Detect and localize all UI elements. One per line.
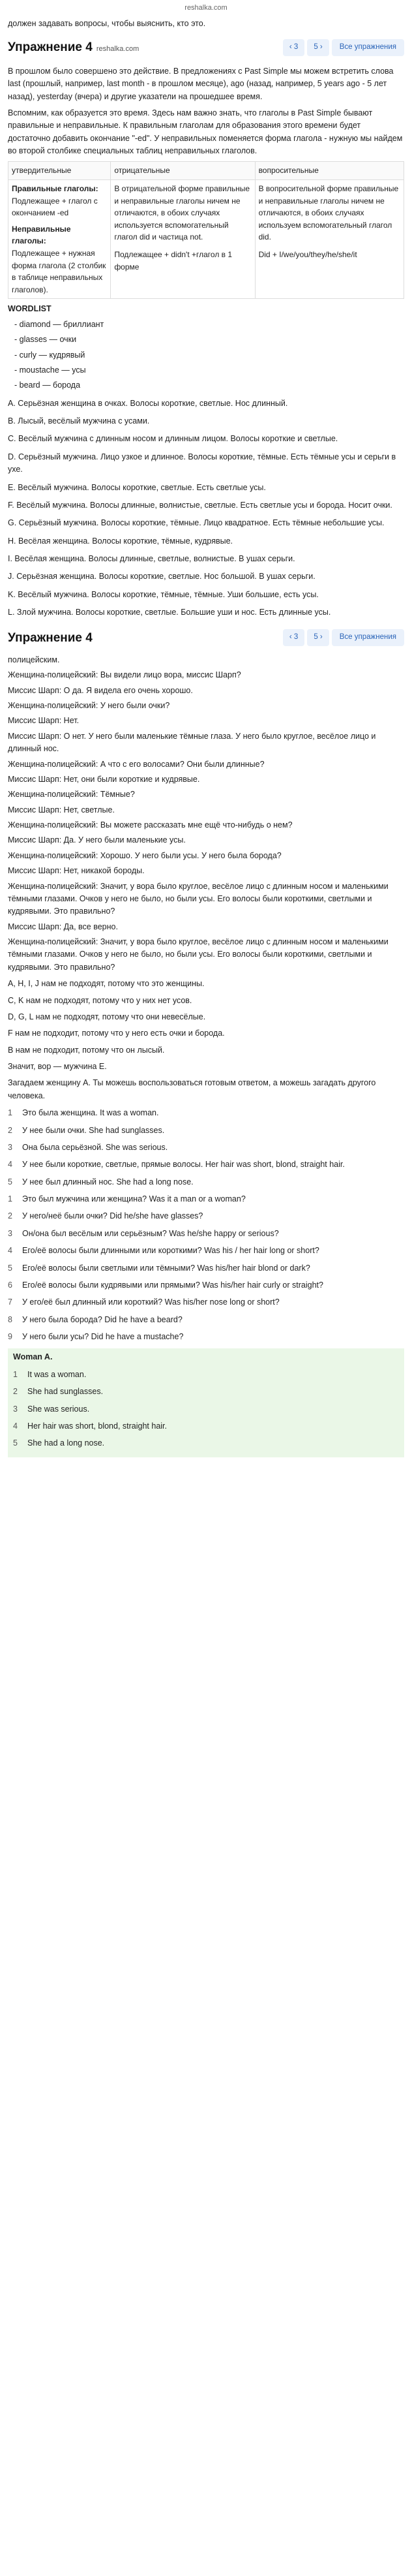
- table-cell: [8, 180, 111, 299]
- list-item: 3 She was serious.: [13, 1404, 90, 1414]
- exercise-title: Упражнение 4: [8, 630, 93, 645]
- list-item: 1 It was a woman.: [13, 1369, 87, 1379]
- dialogue-line: Миссис Шарп: Нет, они были короткие и кудрявые.: [8, 774, 200, 784]
- reasoning-line: Значит, вор — мужчина E.: [8, 1062, 107, 1072]
- exercise-nav: [283, 629, 404, 646]
- site-header[interactable]: reshalka.com: [184, 4, 228, 12]
- option-item: F. Весёлый мужчина. Волосы длинные, волнистые, светлые. Есть светлые усы и борода. Носит очки.: [8, 500, 392, 510]
- regular-verbs-label: Правильные глаголы:: [12, 184, 98, 194]
- dialogue-line: Женщина-полицейский: У него были очки?: [8, 701, 170, 711]
- regular-question: В вопросительной форме правильные и неправильные глаголы ничем не отличаются, в обоих случаях используем вспомогательный глагол did.: [258, 184, 399, 242]
- answer-block: [8, 1348, 404, 1457]
- prev-exercise-button[interactable]: ‹ 3: [283, 39, 304, 56]
- list-item: 4 Her hair was short, blond, straight hair.: [13, 1421, 167, 1431]
- list-item: 9 У него были усы? Did he have a mustache?: [8, 1332, 184, 1342]
- option-item: E. Весёлый мужчина. Волосы короткие, светлые. Есть светлые усы.: [8, 482, 266, 492]
- list-item: 5 She had a long nose.: [13, 1438, 105, 1448]
- table-cell: [255, 180, 404, 299]
- vocab-item: - diamond — бриллиант: [14, 319, 104, 329]
- vocab-item: - moustache — усы: [14, 365, 86, 375]
- dialogue-line: Женщина-полицейский: Хорошо. У него были усы. У него была борода?: [8, 850, 282, 860]
- dialogue-line: Женщина-полицейский: Тёмные?: [8, 790, 135, 799]
- option-item: C. Весёлый мужчина с длинным носом и длинным лицом. Волосы короткие и светлые.: [8, 434, 338, 444]
- task-text: Загадаем женщину A. Ты можешь воспользоваться готовым ответом, а можешь загадать другого человека.: [8, 1078, 376, 1100]
- dialogue-line: Женщина-полицейский: Значит, у вора было круглое, весёлое лицо с длинным носом и маленькими тёмными глазами. Очков у него не было, но были усы. Его волосы были короткими, светлыми и кудрявыми. Это правильно?: [8, 881, 389, 916]
- reasoning-line: C, K нам не подходят, потому что у них нет усов.: [8, 995, 192, 1005]
- option-item: G. Серьёзный мужчина. Волосы короткие, тёмные. Лицо квадратное. Есть тёмные небольшие усы.: [8, 518, 385, 528]
- list-item: 1 Это был мужчина или женщина? Was it a man or a woman?: [8, 1194, 246, 1204]
- table-header-question: вопросительные: [255, 162, 404, 180]
- list-item: 2 У нее были очки. She had sunglasses.: [8, 1125, 165, 1135]
- option-item: J. Серьёзная женщина. Волосы короткие, светлые. Нос большой. В ушах серьги.: [8, 572, 316, 582]
- dialogue: [8, 654, 404, 974]
- list-item: 8 У него была борода? Did he have a beard?: [8, 1314, 183, 1324]
- vocab-item: - beard — борода: [14, 380, 81, 390]
- irregular-affirmative: Подлежащее + нужная форма глагола (2 столбик в таблице неправильных глаголов).: [12, 249, 106, 294]
- next-exercise-button[interactable]: 5 ›: [307, 39, 329, 56]
- option-item: K. Весёлый мужчина. Волосы короткие, тёмные, тёмные. Уши большие, есть усы.: [8, 589, 319, 599]
- intro-text: должен задавать вопросы, чтобы выяснить, кто это.: [8, 19, 206, 29]
- exercise-title: Упражнение 4 reshalka.com: [8, 40, 140, 55]
- all-exercises-button[interactable]: Все упражнения: [332, 39, 404, 56]
- dialogue-line: Миссис Шарп: О нет. У него были маленькие тёмные глаза. У него было круглое, весёлое лицо и длинный нос.: [8, 731, 376, 754]
- option-item: A. Серьёзная женщина в очках. Волосы короткие, светлые. Нос длинный.: [8, 398, 288, 408]
- vocab-item: - glasses — очки: [14, 335, 77, 345]
- dialogue-line: Женщина-полицейский: А что с его волосами? Они были длинные?: [8, 759, 265, 769]
- dialogue-line: Женщина-полицейский: Значит, у вора было круглое, весёлое лицо с длинным носом и маленькими тёмными глазами. Очков у него не было, но были усы. Его волосы были короткими, светлыми и кудрявыми. Это правильно?: [8, 937, 389, 972]
- vocab-item: - curly — кудрявый: [14, 350, 85, 360]
- option-item: B. Лысый, весёлый мужчина с усами.: [8, 416, 150, 426]
- vocab-list: [8, 318, 404, 392]
- vocab-title: WORDLIST: [8, 304, 52, 314]
- list-item: 4 Его/её волосы были длинными или короткими? Was his / her hair long or short?: [8, 1246, 319, 1256]
- exercise-header: [8, 625, 404, 651]
- all-exercises-button[interactable]: Все упражнения: [332, 629, 404, 646]
- list-item: 2 У него/неё были очки? Did he/she have glasses?: [8, 1211, 203, 1221]
- prev-exercise-button[interactable]: ‹ 3: [283, 629, 304, 646]
- option-item: D. Серьёзный мужчина. Лицо узкое и длинное. Волосы короткие, тёмные. Есть тёмные усы и серьги в ухе.: [8, 452, 396, 474]
- dialogue-line: Миссис Шарп: Да, все верно.: [8, 922, 118, 931]
- option-item: I. Весёлая женщина. Волосы длинные, светлые, волнистые. В ушах серьги.: [8, 554, 295, 564]
- dialogue-line: Миссис Шарп: О да. Я видела его очень хорошо.: [8, 685, 193, 695]
- dialogue-line: Женщина-полицейский: Вы видели лицо вора, миссис Шарп?: [8, 670, 241, 680]
- questions-list: [8, 1107, 404, 1343]
- list-item: 3 Она была серьёзной. She was serious.: [8, 1142, 168, 1152]
- list-item: 5 Его/её волосы были светлыми или тёмными? Was his/her hair blond or dark?: [8, 1263, 310, 1273]
- list-item: 7 У его/её был длинный или короткий? Was his/her nose long or short?: [8, 1297, 280, 1307]
- table-header-affirmative: утвердительные: [8, 162, 111, 180]
- dialogue-line: Миссис Шарп: Нет, светлые.: [8, 805, 115, 815]
- regular-affirmative: Подлежащее + глагол с окончанием -ed: [12, 196, 98, 218]
- options-list: [8, 397, 404, 619]
- irregular-negative: Подлежащее + didn't +глагол в 1 форме: [114, 250, 233, 272]
- regular-negative: В отрицательной форме правильные и неправильные глаголы ничем не отличаются, в обоих случаях используется вспомогательный глагол did и частица not.: [114, 184, 250, 242]
- reasoning-line: D, G, L нам не подходят, потому что они невесёлые.: [8, 1012, 206, 1021]
- list-item: 4 У нее были короткие, светлые, прямые волосы. Her hair was short, blond, straight hair.: [8, 1160, 345, 1170]
- list-item: 1 Это была женщина. It was a woman.: [8, 1108, 159, 1118]
- irregular-verbs-label: Неправильные глаголы:: [12, 224, 71, 246]
- table-header-negative: отрицательные: [111, 162, 255, 180]
- irregular-question: Did + I/we/you/they/he/she/it: [258, 250, 357, 260]
- theory-paragraph-2: Вспомним, как образуется это время. Здесь нам важно знать, что глаголы в Past Simple бывают правильные и неправильные. К правильным глаголам для образования этого времени будет достаточно добавить окончание "-ed". У неправильных поменяется форма глагола - нужную мы найдем во второй столбике специальных таблиц неправильных глаголов.: [8, 108, 403, 156]
- list-item: 3 Он/она был весёлым или серьёзным? Was he/she happy or serious?: [8, 1228, 279, 1238]
- option-item: L. Злой мужчина. Волосы короткие, светлые. Большие уши и нос. Есть длинные усы.: [8, 608, 331, 617]
- exercise-nav: [283, 39, 404, 56]
- next-exercise-button[interactable]: 5 ›: [307, 629, 329, 646]
- list-item: 6 Его/её волосы были кудрявыми или прямыми? Was his/her hair curly or straight?: [8, 1280, 323, 1290]
- grammar-table: [8, 161, 404, 299]
- exercise-header: [8, 34, 404, 61]
- answer-title: Woman A.: [13, 1352, 53, 1362]
- dialogue-line: Миссис Шарп: Да. У него были маленькие усы.: [8, 835, 186, 845]
- reasoning-line: A, H, I, J нам не подходят, потому что это женщины.: [8, 979, 205, 989]
- reasoning: [8, 978, 404, 1073]
- theory-paragraph-1: В прошлом было совершено это действие. В предложениях с Past Simple мы можем встретить слова last (прошлый, например, last month - в прошлом месяце), ago (назад, например, 5 years ago - 5 лет назад), yesterday (вчера) и другие указатели на прошедшее время.: [8, 66, 394, 101]
- dialogue-line: полицейским.: [8, 655, 60, 664]
- list-item: 2 She had sunglasses.: [13, 1387, 104, 1397]
- list-item: 5 У нее был длинный нос. She had a long nose.: [8, 1177, 194, 1187]
- dialogue-line: Женщина-полицейский: Вы можете рассказать мне ещё что-нибудь о нем?: [8, 820, 293, 830]
- dialogue-line: Миссис Шарп: Нет, никакой бороды.: [8, 866, 145, 876]
- dialogue-line: Миссис Шарп: Нет.: [8, 716, 80, 726]
- reasoning-line: F нам не подходит, потому что у него есть очки и борода.: [8, 1029, 225, 1038]
- option-item: H. Весёлая женщина. Волосы короткие, тёмные, кудрявые.: [8, 536, 233, 546]
- reasoning-line: B нам не подходит, потому что он лысый.: [8, 1045, 165, 1055]
- table-cell: [111, 180, 255, 299]
